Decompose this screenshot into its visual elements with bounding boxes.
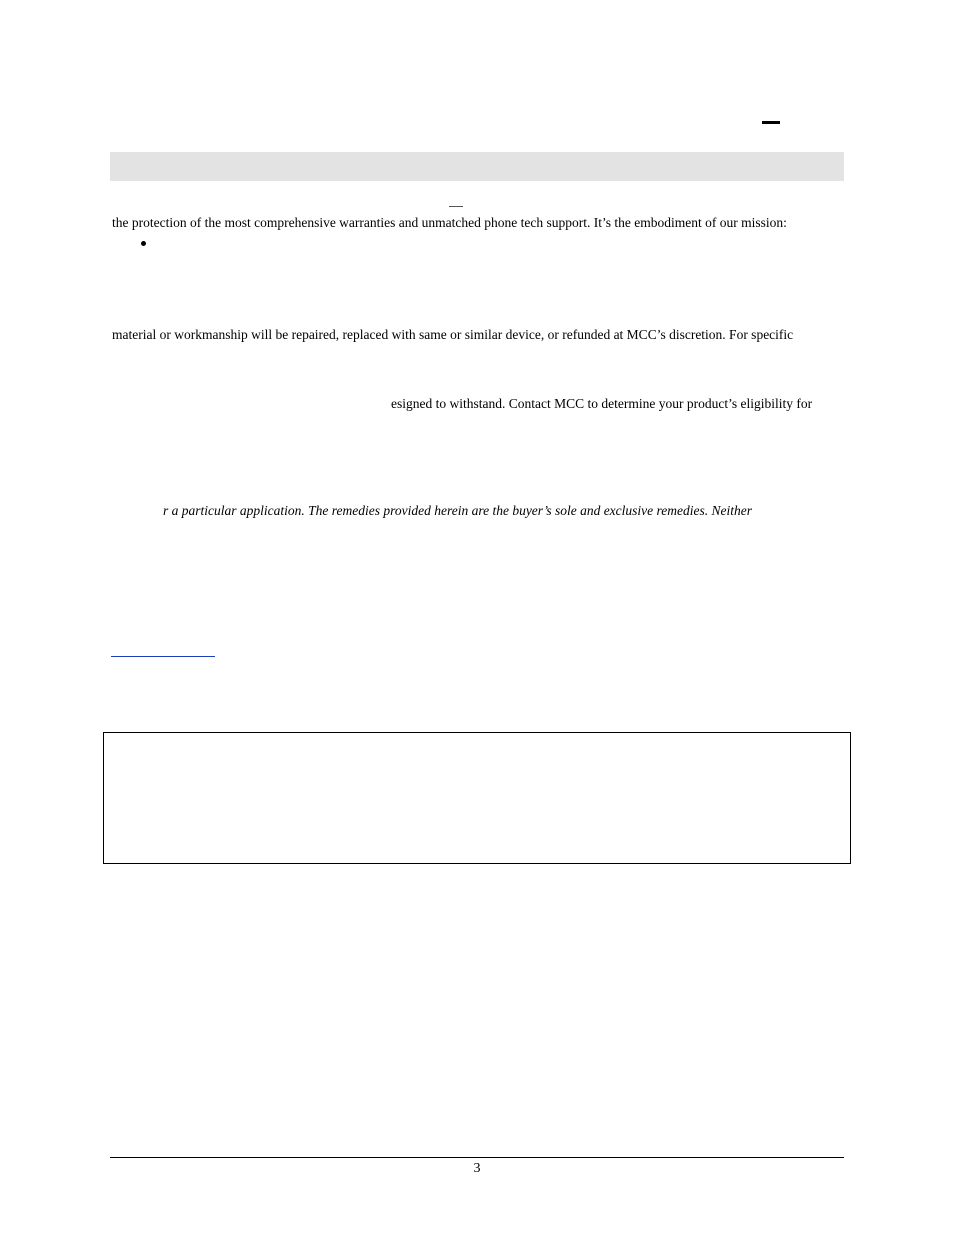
- footer-rule: [110, 1157, 844, 1158]
- body-text-line-3: esigned to withstand. Contact MCC to determine your product’s eligibility for: [391, 396, 813, 411]
- hyperlink-underline[interactable]: [111, 656, 215, 657]
- header-dash: [762, 121, 780, 124]
- section-heading-bar: [110, 152, 844, 181]
- page-number: 3: [473, 1161, 481, 1176]
- body-text-line-1: the protection of the most comprehensive warranties and unmatched phone tech support. It’s the embodiment of our mission:: [112, 215, 787, 230]
- body-text-line-2: material or workmanship will be repaired, replaced with same or similar device, or refunded at MCC’s discretion. For specific: [112, 327, 794, 342]
- em-dash-mark: [449, 206, 463, 207]
- disclaimer-text-line: r a particular application. The remedies provided herein are the buyer’s sole and exclusive remedies. Neither: [163, 503, 753, 518]
- bullet-icon: [141, 241, 146, 246]
- note-box: [103, 732, 851, 864]
